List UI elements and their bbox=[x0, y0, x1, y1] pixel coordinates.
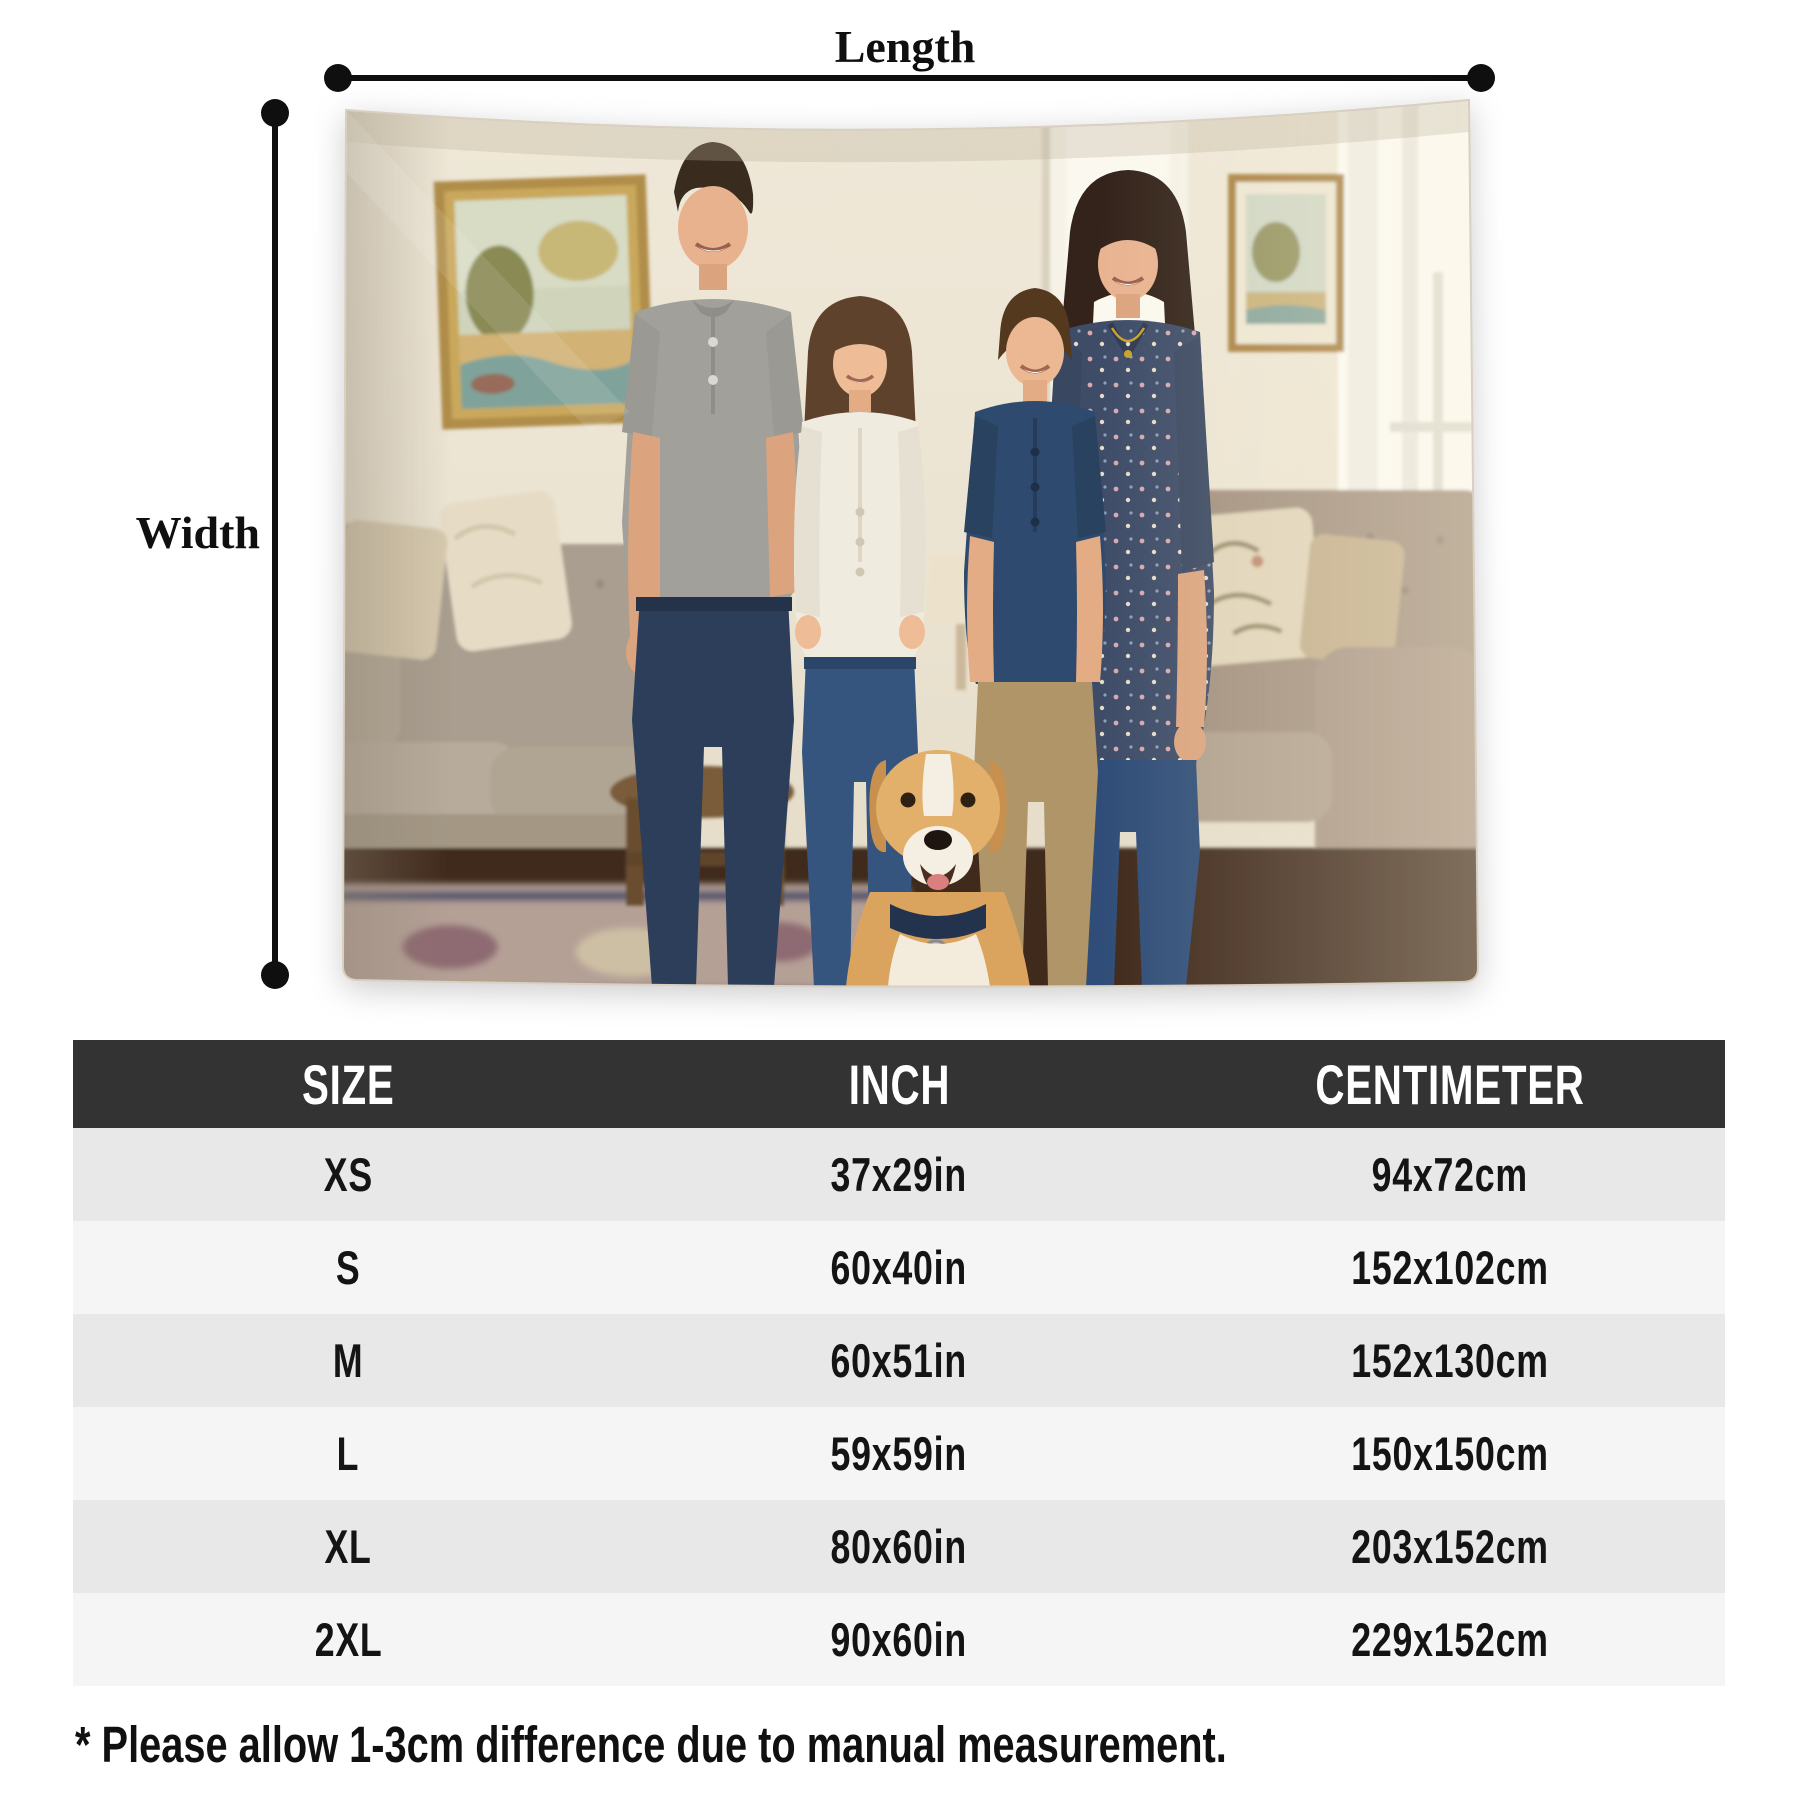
header-inch: INCH bbox=[848, 1052, 950, 1116]
cream-pillow bbox=[438, 489, 574, 654]
width-measure-line bbox=[272, 112, 278, 975]
width-label: Width bbox=[135, 507, 260, 558]
left-wall-painting bbox=[434, 174, 655, 429]
table-row-xs: XS 37x29in 94x72cm bbox=[73, 1128, 1725, 1221]
header-centimeter: CENTIMETER bbox=[1315, 1052, 1585, 1116]
table-row-l: L 59x59in 150x150cm bbox=[73, 1407, 1725, 1500]
table-row-2xl: 2XL 90x60in 229x152cm bbox=[73, 1593, 1725, 1686]
table-row-xl: XL 80x60in 203x152cm bbox=[73, 1500, 1725, 1593]
measurement-disclaimer: * Please allow 1-3cm difference due to manual measurement. bbox=[75, 1716, 1227, 1773]
header-size: SIZE bbox=[302, 1052, 395, 1116]
length-measure-line bbox=[337, 75, 1481, 81]
size-chart-table bbox=[73, 1040, 1725, 1686]
tapestry-product-photo bbox=[330, 92, 1485, 997]
son-face bbox=[1006, 317, 1064, 387]
dog-nose bbox=[924, 830, 952, 850]
width-line-top-dot bbox=[261, 99, 289, 127]
length-line-right-dot bbox=[1467, 64, 1495, 92]
table-header-row bbox=[73, 1040, 1725, 1128]
dog-tongue bbox=[927, 874, 949, 890]
table-row-m: M 60x51in 152x130cm bbox=[73, 1314, 1725, 1407]
width-line-bottom-dot bbox=[261, 961, 289, 989]
length-label: Length bbox=[834, 21, 976, 72]
table-row-s: S 60x40in 152x102cm bbox=[73, 1221, 1725, 1314]
length-line-left-dot bbox=[324, 64, 352, 92]
window-light bbox=[1100, 92, 1485, 997]
father-face bbox=[678, 186, 748, 270]
